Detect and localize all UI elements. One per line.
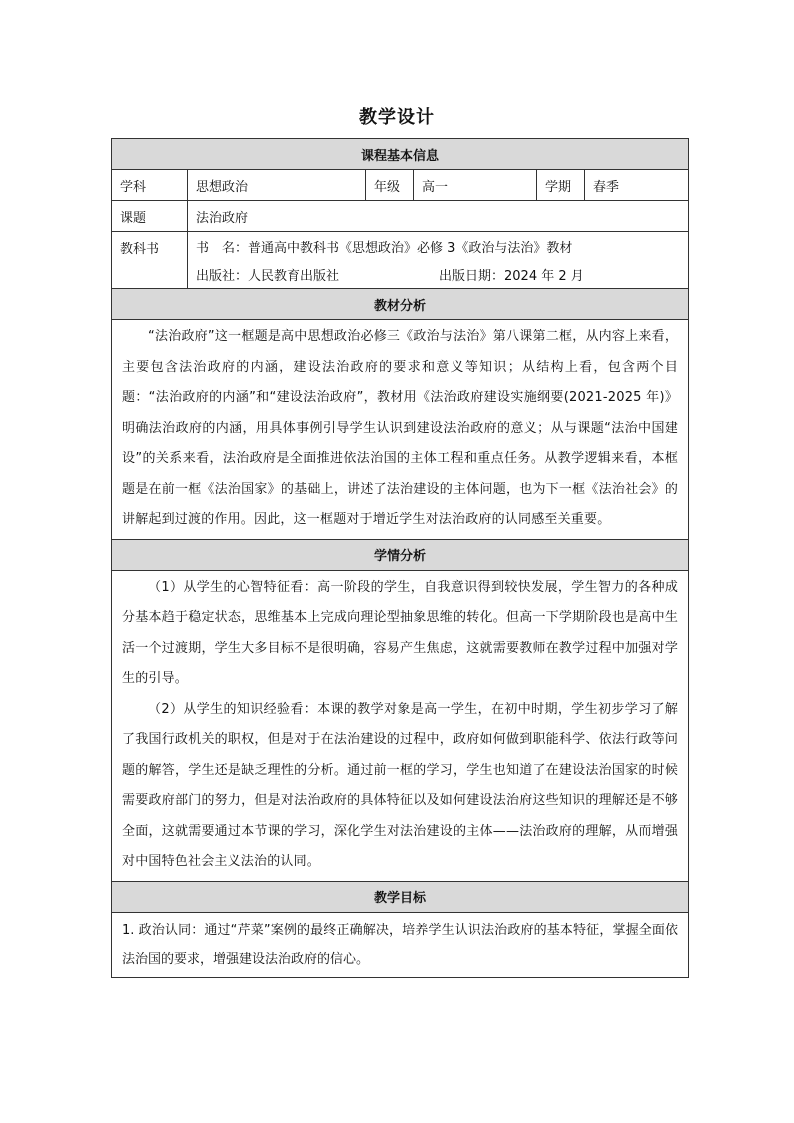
topic-label: 课题 bbox=[112, 201, 188, 232]
topic-value: 法治政府 bbox=[188, 201, 689, 232]
section-header-student-analysis: 学情分析 bbox=[112, 539, 689, 570]
grade-value: 高一 bbox=[414, 170, 537, 201]
subject-value: 思想政治 bbox=[188, 170, 366, 201]
publish-date: 出版日期：2024 年 2 月 bbox=[439, 268, 584, 284]
teaching-goal-item-1: 1. 政治认同：通过“芹菜”案例的最终正确解决，培养学生认识法治政府的基本特征，掌握全面依法治国的要求，增强建设法治政府的信心。 bbox=[122, 922, 679, 967]
subject-label: 学科 bbox=[112, 170, 188, 201]
section-header-teaching-goals: 教学目标 bbox=[112, 881, 689, 912]
term-label: 学期 bbox=[537, 170, 585, 201]
book-name-label: 书 名： bbox=[196, 240, 249, 256]
student-analysis-text bbox=[112, 570, 689, 881]
section-header-basic-info: 课程基本信息 bbox=[112, 139, 689, 170]
publisher: 出版社：人民教育出版社 bbox=[196, 268, 340, 284]
textbook-label: 教科书 bbox=[112, 232, 188, 289]
book-name-value: 普通高中教科书《思想政治》必修 3《政治与法治》教材 bbox=[248, 240, 573, 256]
student-analysis-paragraph-2: （2）从学生的知识经验看：本课的教学对象是高一学生，在初中时期，学生初步学习了解了我国行政机关的职权，但是对于在法治建设的过程中，政府如何做到职能科学、依法行政等问题的解答，学生还是缺乏理性的分析。通过前一框的学习，学生也知道了在建设法治国家的时候需要政府部门的努力，但是对法治政府的具体特征以及如何建设法治府这些知识的理解还是不够全面，这就需要通过本节课的学习，深化学生对法治建设的主体——法治政府的理解，从而增强对中国特色社会主义法治的认同。 bbox=[122, 701, 679, 869]
student-analysis-paragraph-1: （1）从学生的心智特征看：高一阶段的学生，自我意识得到较快发展，学生智力的各种成分基本趋于稳定状态，思维基本上完成向理论型抽象思维的转化。但高一下学期阶段也是高中生活一个过渡期，学生大多目标不是很明确，容易产生焦虑，这就需要教师在教学过程中加强对学生的引导。 bbox=[122, 579, 679, 686]
page-title: 教学设计 bbox=[359, 107, 435, 128]
section-header-material-analysis: 教材分析 bbox=[112, 289, 689, 320]
term-value: 春季 bbox=[585, 170, 689, 201]
material-analysis-text bbox=[112, 320, 689, 540]
publisher-row bbox=[188, 260, 689, 289]
teaching-design-table bbox=[111, 138, 689, 978]
grade-label: 年级 bbox=[366, 170, 414, 201]
teaching-goals-text bbox=[112, 912, 689, 977]
book-name-row bbox=[188, 232, 689, 261]
material-analysis-paragraph: “法治政府”这一框题是高中思想政治必修三《政治与法治》第八课第二框，从内容上来看，主要包含法治政府的内涵，建设法治政府的要求和意义等知识；从结构上看，包含两个目题：“法治政府的内涵”和“建设法治政府”，教材用《法治政府建设实施纲要(2021-2025 年)》明确法治政府的内涵，用具体事例引导学生认识到建设法治政府的意义；从与课题“法治中国建设”的关系来看，法治政府是全面推进依法治国的主体工程和重点任务。从教学逻辑来看，本框题是在前一框《法治国家》的基础上，讲述了法治建设的主体问题，也为下一框《法治社会》的讲解起到过渡的作用。因此，这一框题对于增近学生对法治政府的认同感至关重要。 bbox=[122, 329, 679, 527]
